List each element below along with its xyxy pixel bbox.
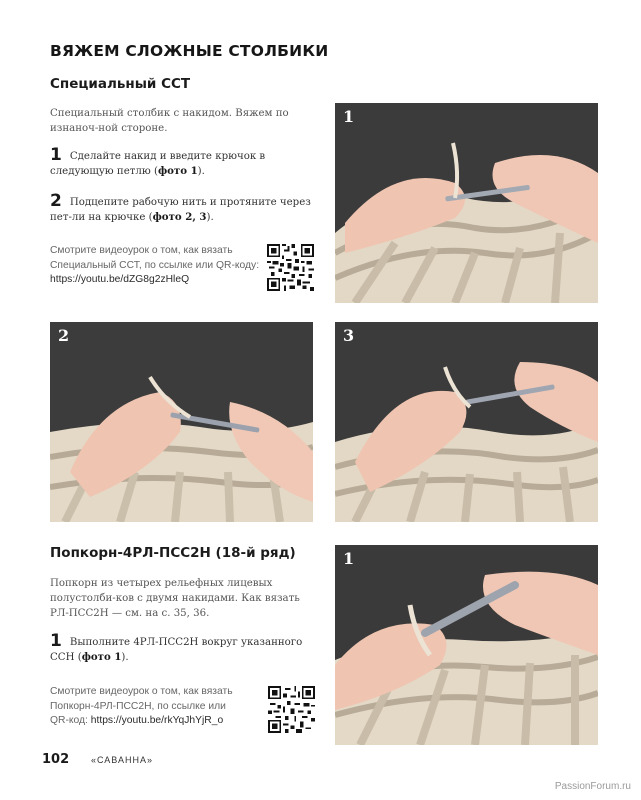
step-text: Подцепите рабочую нить и протяните через пет-ли на крючке (	[50, 197, 311, 223]
qr-code-icon[interactable]	[268, 686, 315, 733]
section1-step-2	[50, 191, 315, 225]
photo-crochet-hands	[50, 322, 313, 522]
watermark: PassionForum.ru	[554, 781, 631, 792]
section2-step-1	[50, 631, 315, 665]
video-qr-label: QR-код	[50, 715, 86, 726]
section-heading-popcorn: Попкорн-4РЛ-ПСС2Н (18-й ряд)	[50, 545, 296, 561]
page-number: 102	[42, 752, 70, 767]
photo-popcorn-step-1	[335, 545, 598, 745]
video-link[interactable]: https://youtu.be/rkYqJhYjR_o	[90, 715, 224, 726]
photo-step-1	[335, 103, 598, 303]
photo-label: 1	[343, 107, 355, 126]
qr-code-graphic	[267, 244, 314, 291]
section2-intro: Попкорн из четырех рельефных лицевых полустолби-ков с двумя накидами. Как вязать РЛ-ПСС2Н — см. на с. 35, 36.	[50, 578, 300, 619]
step-number: 2	[50, 191, 62, 211]
section2-video-note: Смотрите видеоурок о том, как вязать Попкорн-4РЛ-ПСС2Н, по ссылке или QR-код: https://youtu.be/rkYqJhYjR_o	[50, 686, 233, 726]
step-photo-ref: фото 2, 3	[152, 211, 207, 223]
magazine-name: «САВАННА»	[91, 755, 154, 765]
photo-crochet-hands	[335, 545, 598, 745]
step-text-end: ).	[121, 652, 129, 663]
step-number: 1	[50, 145, 62, 165]
step-number: 1	[50, 631, 62, 651]
step-text-end: ).	[206, 212, 214, 223]
video-note-text: Смотрите видеоурок о том, как вязать Попкорн-4РЛ-ПСС2Н, по ссылке или	[50, 686, 233, 712]
photo-label: 1	[343, 549, 355, 568]
step-text: Сделайте накид и введите крючок в следующую петлю (	[50, 151, 266, 177]
photo-crochet-hands	[335, 322, 598, 522]
section1-intro: Специальный столбик с накидом. Вяжем по изнаноч-ной стороне.	[50, 108, 289, 134]
photo-label: 3	[343, 326, 355, 345]
photo-step-3	[335, 322, 598, 522]
qr-code-graphic	[268, 686, 315, 733]
qr-code-icon[interactable]	[267, 244, 314, 291]
step-photo-ref: фото 1	[81, 651, 122, 663]
photo-label: 2	[58, 326, 70, 345]
video-note-text: Смотрите видеоурок о том, как вязать Специальный ССТ, по ссылке или QR-коду:	[50, 245, 260, 271]
step-text-end: ).	[197, 166, 205, 177]
section-heading-special-sst: Специальный ССТ	[50, 76, 191, 92]
photo-crochet-hands	[335, 103, 598, 303]
page-title: ВЯЖЕМ СЛОЖНЫЕ СТОЛБИКИ	[50, 42, 329, 60]
video-link[interactable]: https://youtu.be/dZG8g2zHleQ	[50, 274, 190, 285]
section1-video-note	[50, 244, 260, 288]
step-photo-ref: фото 1	[157, 165, 198, 177]
section1-step-1	[50, 145, 315, 179]
photo-step-2	[50, 322, 313, 522]
step-text: Выполните 4РЛ-ПСС2Н вокруг указанного ССН (	[50, 637, 303, 663]
